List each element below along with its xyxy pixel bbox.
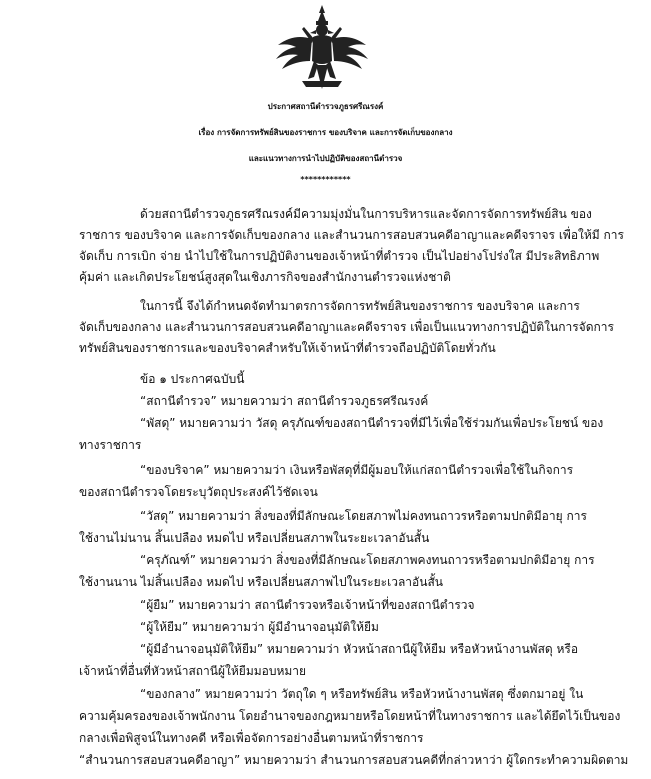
- garuda-emblem-icon: [272, 3, 372, 95]
- definition-line: “ผู้มีอำนาจอนุมัติให้ยืม” หมายความว่า หัวหน้าสถานีผู้ให้ยืม หรือหัวหน้างานพัสดุ หรือ: [140, 642, 579, 656]
- definition-line: ความคุ้มครองของเจ้าพนักงาน โดยอำนาจของกฎหมายหรือโดยหน้าที่ในทางราชการ และได้ยึดไว้เป็นของ: [79, 709, 621, 723]
- paragraph-1-line: ด้วยสถานีตำรวจภูธรศรีณรงค์มีความมุ่งมั่นในการบริหารและจัดการจัดการทรัพย์สิน ของ: [140, 207, 592, 221]
- definition-line: “ของกลาง” หมายความว่า วัตถุใด ๆ หรือทรัพย์สิน หรือหัวหน้างานพัสดุ ซึ่งตกมาอยู่ ใน: [140, 687, 584, 701]
- definition-line: “วัสดุ” หมายความว่า สิ่งของที่มีลักษณะโดยสภาพไม่คงทนถาวรหรือตามปกติมีอายุ การ: [140, 509, 587, 523]
- definition-line: กลางเพื่อพิสูจน์ในทางคดี หรือเพื่อจัดการอย่างอื่นตามหน้าที่ราชการ: [79, 731, 424, 745]
- definition-line: “ผู้ให้ยืม” หมายความว่า ผู้มีอำนาจอนุมัติให้ยืม: [140, 620, 379, 634]
- definition-line: “ของบริจาค” หมายความว่า เงินหรือพัสดุที่มีผู้มอบให้แก่สถานีตำรวจเพื่อใช้ในกิจการ: [140, 463, 574, 477]
- paragraph-1-line: ราชการ ของบริจาค และการจัดเก็บของกลาง และสำนวนการสอบสวนคดีอาญาและคดีจราจร เพื่อให้มี การ: [79, 228, 624, 242]
- clause-heading: ข้อ ๑ ประกาศฉบับนี้: [140, 372, 245, 386]
- definition-line: “สำนวนการสอบสวนคดีอาญา” หมายความว่า สำนวนการสอบสวนคดีที่กล่าวหาว่า ผู้ใดกระทำความผิดตาม: [79, 753, 629, 767]
- title-separator: ************: [300, 175, 351, 184]
- definition-line: ใช้งานไม่นาน สิ้นเปลือง หมดไป หรือเปลี่ยนสภาพในระยะเวลาอันสั้น: [79, 531, 430, 545]
- definition-line: ใช้งานนาน ไม่สิ้นเปลือง หมดไป หรือเปลี่ยนสภาพไปในระยะเวลาอันสั้น: [79, 575, 443, 589]
- definition-line: “พัสดุ” หมายความว่า วัสดุ ครุภัณฑ์ของสถานีตำรวจที่มีไว้เพื่อใช้ร่วมกันเพื่อประโยชน์ ของ: [140, 416, 604, 430]
- paragraph-2-line: จัดเก็บของกลาง และสำนวนการสอบสวนคดีอาญาและคดีจราจร เพื่อเป็นแนวทางการปฏิบัติในการจัดการ: [79, 320, 614, 334]
- title-line-2: เรื่อง การจัดการทรัพย์สินของราชการ ของบริจาค และการจัดเก็บของกลาง: [198, 128, 453, 137]
- definition-line: “ครุภัณฑ์” หมายความว่า สิ่งของที่มีลักษณะโดยสภาพคงทนถาวรหรือตามปกติมีอายุ การ: [140, 553, 595, 567]
- paragraph-1-line: จัดเก็บ การเบิก จ่าย นำไปใช้ในการปฏิบัติงานของเจ้าหน้าที่ตำรวจ เป็นไปอย่างโปร่งใส มีประสิทธิภาพ: [79, 249, 600, 263]
- title-line-1: ประกาศสถานีตำรวจภูธรศรีณรงค์: [267, 102, 384, 111]
- paragraph-2-line: ทรัพย์สินของราชการและของบริจาคสำหรับให้เจ้าหน้าที่ตำรวจถือปฏิบัติโดยทั่วกัน: [79, 341, 496, 355]
- title-line-3: และแนวทางการนำไปปฏิบัติของสถานีตำรวจ: [248, 154, 403, 163]
- definition-line: “สถานีตำรวจ” หมายความว่า สถานีตำรวจภูธรศรีณรงค์: [140, 394, 429, 408]
- definition-line: เจ้าหน้าที่อื่นที่หัวหน้าสถานีผู้ให้ยืมมอบหมาย: [79, 664, 307, 678]
- definition-line: ทางราชการ: [79, 438, 142, 452]
- paragraph-2-line: ในการนี้ จึงได้กำหนดจัดทำมาตรการจัดการทรัพย์สินของราชการ ของบริจาค และการ: [140, 299, 580, 313]
- definition-line: “ผู้ยืม” หมายความว่า สถานีตำรวจหรือเจ้าหน้าที่ของสถานีตำรวจ: [140, 598, 475, 612]
- definition-line: ของสถานีตำรวจโดยระบุวัตถุประสงค์ไว้ชัดเจน: [79, 485, 318, 499]
- paragraph-1-line: คุ้มค่า และเกิดประโยชน์สูงสุดในเชิงภารกิจของสำนักงานตำรวจแห่งชาติ: [79, 270, 451, 284]
